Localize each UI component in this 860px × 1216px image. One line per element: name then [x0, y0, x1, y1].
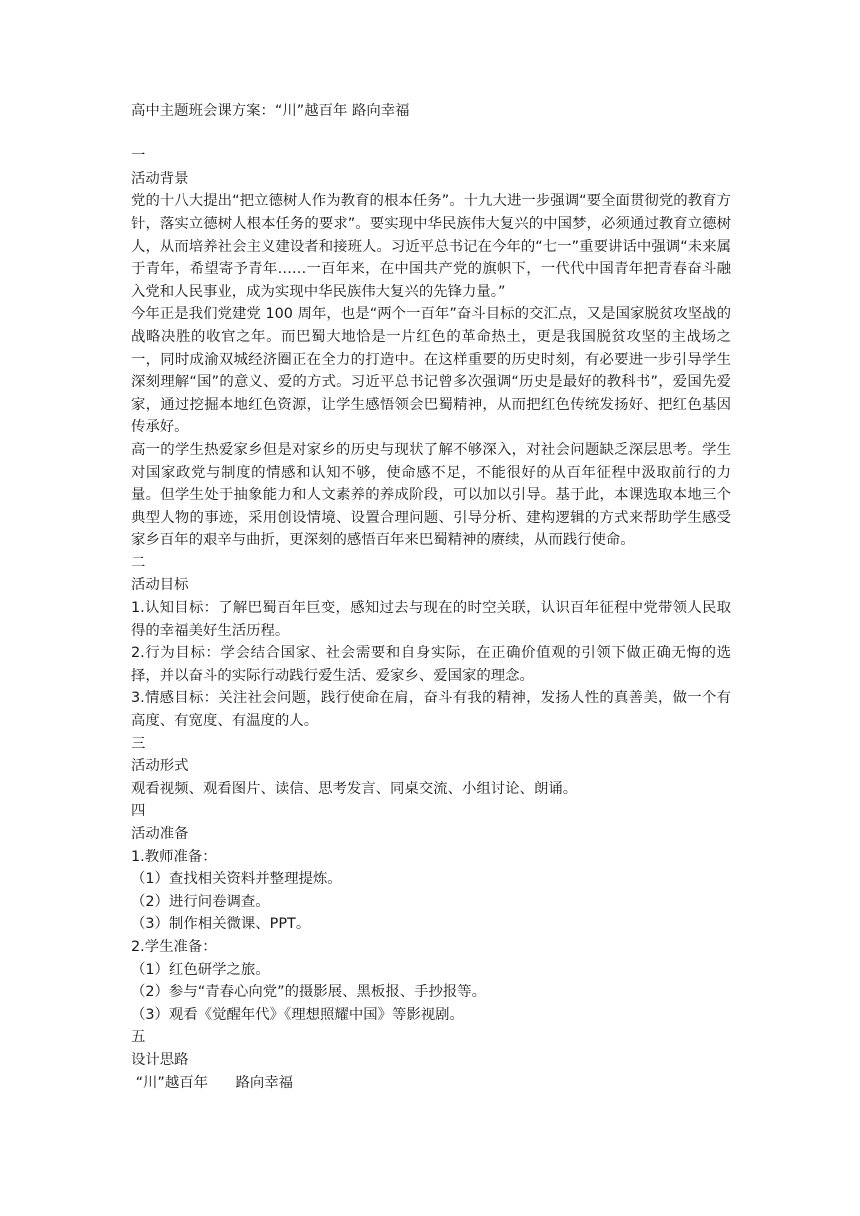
list-item: （3）观看《觉醒年代》《理想照耀中国》等影视剧。 [131, 1006, 464, 1023]
section-number: 四 [131, 803, 146, 820]
goal-item: 3.情感目标：关注社会问题，践行使命在肩，奋斗有我的精神，发扬人性的真善美，做一个有高度、有宽度、有温度的人。 [131, 690, 731, 730]
section-heading: 设计思路 [131, 1051, 189, 1068]
paragraph: 观看视频、观看图片、读信、思考发言、同桌交流、小组讨论、朗诵。 [131, 780, 578, 797]
section-number: 五 [131, 1029, 146, 1046]
section-heading: 活动形式 [131, 758, 189, 775]
list-item: 1.教师准备： [131, 848, 217, 865]
list-item: （2）进行问卷调查。 [131, 893, 270, 910]
paragraph: 高一的学生热爱家乡但是对家乡的历史与现状了解不够深入，对社会问题缺乏深层思考。学生对国家政党与制度的情感和认知不够，使命感不足，不能很好的从百年征程中汲取前行的力量。但学生处于抽象能力和人文素养的养成阶段，可以加以引导。基于此，本课选取本地三个典型人物的事迹，采用创设情境、设置合理问题、引导分析、建构逻辑的方式来帮助学生感受家乡百年的艰辛与曲折，更深刻的感悟百年来巴蜀精神的赓续，从而践行使命。 [131, 441, 731, 549]
goal-item: 1.认知目标：了解巴蜀百年巨变，感知过去与现在的时空关联，认识百年征程中党带领人民取得的幸福美好生活历程。 [131, 600, 731, 639]
list-item: 2.学生准备： [131, 938, 217, 955]
section-number: 一 [131, 148, 146, 165]
list-item: （2）参与“青春心向党”的摄影展、黑板报、手抄报等。 [131, 984, 487, 1001]
list-item: （1）查找相关资料并整理提炼。 [131, 871, 342, 888]
section-heading: 活动准备 [131, 826, 189, 842]
section-number: 二 [131, 554, 146, 571]
document-title: 高中主题班会课方案：“川”越百年 路向幸福 [131, 103, 410, 119]
list-item: （1）红色研学之旅。 [131, 961, 270, 978]
section-number: 三 [131, 735, 146, 752]
list-item: （3）制作相关微课、PPT。 [131, 916, 311, 933]
section-heading: 活动背景 [131, 170, 189, 187]
paragraph: 今年正是我们党建党 100 周年，也是“两个一百年”奋斗目标的交汇点，又是国家脱贫攻坚战的战略决胜的收官之年。而巴蜀大地恰是一片红色的革命热土，更是我国脱贫攻坚的主战场之一，同时成渝双城经济圈正在全力的打造中。在这样重要的历史时刻，有必要进一步引导学生深刻理解“国”的意义、爱的方式。习近平总书记曾多次强调“历史是最好的教科书”，爱国先爱家，通过挖掘本地红色资源，让学生感悟领会巴蜀精神，从而把红色传统发扬好、把红色基因传承好。 [131, 306, 731, 436]
title-spacer [131, 123, 731, 146]
document-page [131, 100, 731, 1094]
paragraph: 党的十八大提出“把立德树人作为教育的根本任务”。十九大进一步强调“要全面贯彻党的教育方针，落实立德树人根本任务的要求”。要实现中华民族伟大复兴的中国梦，必须通过教育立德树人，从而培养社会主义建设者和接班人。习近平总书记在今年的“七一”重要讲话中强调“未来属于青年，希望寄予青年……一百年来，在中国共产党的旗帜下，一代代中国青年把青春奋斗融入党和人民事业，成为实现中华民族伟大复兴的先锋力量。” [131, 193, 731, 300]
section-heading: 活动目标 [131, 577, 189, 594]
goal-item: 2.行为目标：学会结合国家、社会需要和自身实际，在正确价值观的引领下做正确无悔的选择，并以奋斗的实际行动践行爱生活、爱家乡、爱国家的理念。 [131, 645, 731, 684]
design-theme: “川”越百年 路向幸福 [131, 1074, 294, 1091]
